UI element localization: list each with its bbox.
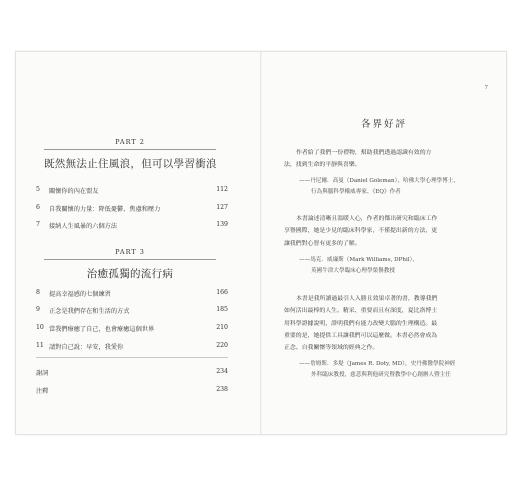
review-line: 本書論述清晰且溫暖人心，作者的傑出研究和臨床工作 [296, 216, 438, 222]
toc-entry-title: 自我關懷的力量：降低憂鬱、焦慮和壓力 [49, 206, 161, 213]
part2-rule [44, 149, 216, 150]
review-3-text [284, 293, 484, 354]
toc-entry-9 [36, 306, 228, 316]
toc-entry-number: 9 [36, 306, 40, 313]
toc-entry-page: 139 [216, 221, 228, 228]
toc-entry-number: 10 [36, 324, 44, 331]
toc-entry-title: 正念是我們存在和生活的方式 [49, 308, 130, 315]
review-line: 重要的是，她提供工具讓我們可以這麼做。本書必然會成為 [284, 332, 438, 339]
part3-title: 治癒孤獨的流行病 [86, 268, 174, 280]
toc-entry-number: 5 [36, 186, 40, 193]
part3-label: PART 3 [115, 248, 145, 256]
review-2-attribution [299, 255, 489, 276]
attribution-line: 英國牛津大學臨床心理學榮譽教授 [311, 267, 395, 274]
toc-entry-11 [36, 342, 228, 352]
toc-entry-title: 當我們療癒了自己，也會療癒這個世界 [49, 326, 155, 333]
toc-entry-10 [36, 324, 228, 334]
toc-entry-page: 127 [216, 204, 228, 211]
review-line: 享譽國際，她是少見的臨床科學家，不僅提出新的方法，更 [284, 228, 438, 235]
review-line: 作者給了我們一份禮物，幫助我們透過認識有效的方 [296, 150, 432, 156]
toc-entry-number: 6 [36, 204, 40, 211]
toc-entry-title: 謝詞 [36, 370, 49, 377]
toc-entry-page: 234 [216, 368, 228, 375]
toc-entry-page: 112 [216, 186, 228, 193]
attribution-line: 外科臨床教授，慈悲與利他研究暨教學中心創辦人暨主任 [311, 371, 451, 378]
page-number: 7 [484, 85, 488, 91]
back-matter-rule [36, 357, 228, 358]
toc-entry-page: 166 [216, 289, 228, 296]
reviews-title: 各界好評 [360, 119, 407, 130]
attribution-line: ——馬克．威廉斯（Mark Williams, DPhil）， [299, 257, 418, 263]
review-3-attribution [299, 359, 489, 380]
toc-entry-6 [36, 204, 228, 214]
review-line: 法，找到生命的平靜與喜樂。 [284, 162, 361, 169]
review-line: 本書是我所讀過最引人入勝且效果卓著的書，教導我們 [296, 296, 438, 302]
toc-entry-page: 185 [216, 306, 228, 313]
toc-entry-7 [36, 221, 228, 231]
attribution-line: ——丹尼爾．高曼（Daniel Goleman），哈佛大學心理學博士， [299, 178, 459, 184]
toc-entry-number: 7 [36, 221, 40, 228]
review-line: 讓我們對心智有更多的了解。 [284, 240, 361, 247]
toc-entry-title: 請對自己說：早安，我愛你 [49, 344, 124, 351]
toc-entry-notes [36, 386, 228, 396]
reviews-page [262, 52, 506, 434]
review-line: 正念、自我關懷等領域的經典之作。 [284, 345, 379, 352]
part2-label: PART 2 [115, 138, 145, 146]
toc-entry-8 [36, 289, 228, 299]
toc-entry-page: 210 [216, 324, 228, 331]
toc-entry-page: 238 [216, 386, 228, 393]
review-2-text [284, 213, 484, 250]
toc-entry-number: 11 [36, 342, 44, 349]
attribution-line: ——詹姆斯．多堤（James R. Doty, MD），史丹佛醫學院神經 [299, 361, 456, 367]
toc-entry-title: 接納人生風暴的六個方法 [49, 223, 118, 230]
toc-entry-number: 8 [36, 289, 40, 296]
toc-page [16, 52, 260, 434]
review-line: 用科學證據說明，證明我們有能力改變大腦的生理構造。最 [284, 320, 438, 327]
toc-entry-title: 關懷你的內在盟友 [49, 188, 99, 195]
book-spread [15, 51, 507, 435]
toc-entry-acknowledgements [36, 368, 228, 378]
part3-rule [44, 259, 216, 260]
review-1-attribution [299, 176, 489, 197]
review-line: 如何活出最棒的人生。精采、重要而且有深度，夏比洛博士 [284, 308, 438, 315]
part2-title: 既然無法止住風浪，但可以學習衝浪 [44, 158, 217, 170]
toc-entry-title: 提高幸福感的七個練習 [49, 291, 111, 298]
toc-entry-title: 注釋 [36, 388, 49, 395]
review-1-text [284, 147, 484, 172]
toc-entry-page: 220 [216, 342, 228, 349]
attribution-line: 行為與腦科學權威專家，《EQ》作者 [311, 188, 401, 195]
toc-entry-5 [36, 186, 228, 196]
